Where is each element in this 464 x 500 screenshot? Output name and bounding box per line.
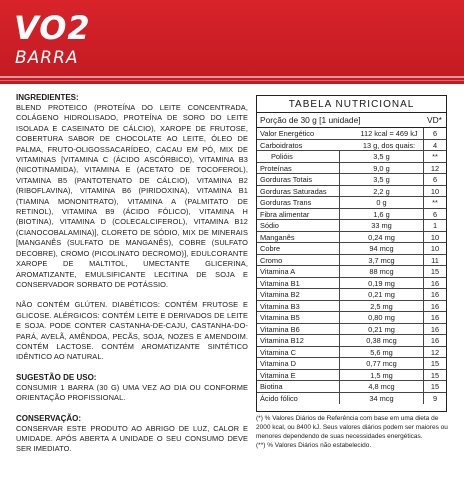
nutrition-row [257,197,446,209]
nutrient-vd: 11 [423,255,446,266]
nutrient-quantity: 3,5 g [339,174,423,185]
nutrient-quantity: 3,5 g [339,151,423,162]
nutrient-vd: ** [423,151,446,162]
header-stripe-thin [0,80,464,81]
table-footnotes [256,414,449,450]
nutrition-row [257,278,446,290]
nutrient-name: Valor Energético [260,129,315,138]
nutrition-row [257,174,446,186]
nutrient-vd: 16 [423,278,446,289]
brand-logo: VO2 [14,9,91,47]
nutrition-row [257,301,446,313]
nutrient-quantity: 0,38 mcg [339,335,423,346]
nutrient-vd: 16 [423,335,446,346]
nutrition-row [257,393,446,405]
portion-label: Porção de 30 g [1 unidade] [260,115,361,125]
nutrient-vd: 16 [423,301,446,312]
ingredients-title: INGREDIENTES: [16,93,79,102]
nutrient-vd: 12 [423,347,446,358]
nutrition-row [257,163,446,175]
nutrition-table [256,95,447,412]
nutrient-quantity: 0,80 mg [339,312,423,323]
nutrient-quantity: 0,77 mcg [339,358,423,369]
nutrient-vd: 16 [423,312,446,323]
nutrient-vd: 15 [423,358,446,369]
nutrient-vd: 15 [423,381,446,392]
footnote-vd: (*) % Valores Diários de Referência com base em uma dieta de 2000 kcal, ou 8400 kJ. Seus valores diários podem ser maiores ou menores dependendo de suas necessidades energéticas. [256,415,448,440]
allergens-text: NÃO CONTÉM GLÚTEN. DIABÉTICOS: CONTÉM FRUTOSE E GLICOSE. ALÉRGICOS: CONTÉM LEITE E DERIVADOS DE LEITE E SOJA. PODE CONTER CASTANHA-DE-CAJU, CASTANHA-DO-PARÁ, AVELÃ, AMÊNDOA, PECÃS, SOJA, NOZES E AMENDOIM. CONTÉM LACTOSE. CONTÉM AROMATIZANTE SINTÉTICO IDÊNTICO AO NATURAL. [16,300,248,362]
nutrition-row [257,312,446,324]
nutrient-name: Cromo [260,255,283,265]
nutrient-name: Vitamina B2 [260,290,300,299]
nutrient-quantity: 0,24 mg [339,232,423,243]
header-stripe [0,76,464,78]
storage-text: CONSERVAR ESTE PRODUTO AO ABRIGO DE LUZ, CALOR E UMIDADE. APÓS ABERTA A UNIDADE O SEU CONSUMO DEVE SER IMEDIATO. [16,423,248,454]
nutrition-row [257,289,446,301]
nutrient-vd: 1 [423,220,446,231]
nutrient-name: Polióis [271,152,293,161]
nutrient-name: Vitamina D [260,359,297,368]
nutrient-quantity: 1,5 mg [339,370,423,381]
nutrient-name: Vitamina B3 [260,301,300,311]
nutrition-row [257,232,446,244]
nutrient-name: Gorduras Trans [260,198,312,207]
nutrient-vd: 10 [423,243,446,254]
nutrient-quantity: 2,5 mg [339,301,423,312]
vd-header: VD* [427,115,442,125]
nutrient-name: Vitamina B6 [260,324,300,334]
nutrient-vd: ** [423,197,446,208]
nutrient-name: Vitamina C [260,347,297,357]
nutrition-row [257,209,446,221]
nutrient-quantity: 34 mcg [339,393,423,405]
nutrition-row [257,128,446,140]
product-subtitle: BARRA [15,48,79,68]
nutrition-row [257,347,446,359]
nutrient-name: Vitamina B12 [260,336,304,345]
nutrition-row [257,220,446,232]
nutrient-vd: 4 [423,140,446,151]
nutrient-vd: 10 [423,232,446,243]
nutrient-quantity: 1,6 g [339,209,423,220]
nutrient-name: Biotina [260,382,283,391]
nutrient-vd: 12 [423,163,446,174]
nutrition-row [257,151,446,163]
nutrient-name: Manganês [260,232,295,242]
label-text-column [16,93,248,455]
nutrient-name: Fibra alimentar [260,209,310,219]
nutrient-quantity: 0 g [339,197,423,208]
nutrient-vd: 9 [423,393,446,405]
nutrient-name: Proteínas [260,163,292,173]
nutrition-row [257,140,446,152]
nutrient-quantity: 2,2 g [339,186,423,197]
nutrient-name: Vitamina B1 [260,278,300,288]
nutrient-vd: 16 [423,324,446,335]
nutrition-table-title: TABELA NUTRICIONAL [257,96,446,113]
nutrition-row [257,358,446,370]
nutrient-quantity: 13 g, dos quais: [362,140,416,150]
nutrient-quantity: 94 mcg [339,243,423,254]
nutrient-name: Carboidratos [260,140,303,150]
nutrient-quantity: 0,19 mg [339,278,423,289]
storage-title: CONSERVAÇÃO: [16,413,82,423]
nutrient-name: Cobre [260,244,281,253]
ingredients-text: BLEND PROTEICO (PROTEÍNA DO LEITE CONCENTRADA, COLÁGENO HIDROLISADO, PROTEÍNA DE SORO DO LEITE ISOLADA E CASEINATO DE CÁLCIO), XAROPE DE FRUTOSE, COBERTURA SABOR DE CHOCOLATE AO LEITE, ÓLEO DE PALMA, FRUTO-OLIGOSSACARÍDEO, CACAU EM PÓ, MIX DE VITAMINAS [VITAMINA C (ÁCIDO ASCÓRBICO), VITAMINA B3 (NICOTINAMIDA), VITAMINA E (ACETATO DE TOCOFEROL), VITAMINA B5 (PANTOTENATO DE CÁLCIO), VITAMINA B2 (RIBOFLAVINA), VITAMINA B6 (PIRIDOXINA), VITAMINA B1 (TIAMINA MONONITRATO), VITAMINA A (PALMITATO DE RETINOL), VITAMINA B9 (ÁCIDO FÓLICO), VITAMINA H (BIOTINA), VITAMINA D (COLECALCIFEROL), VITAMINA B12 (CIANOCOBALAMINA)], CLORETO DE SÓDIO, MIX DE MINERAIS [MANGANÊS (SULFATO DE MANGANÊS), COBRE (SULFATO DECOBRE), CROMO (PICOLINATO DECROMO)], EDULCORANTE XAROPE DE MALTITOL, UMECTANTE GLICERINA, AROMATIZANTE, EMULSIFICANTE LECITINA DE SOJA E CONSERVADOR SORBATO DE POTÁSSIO. [16,103,248,289]
nutrient-name: Vitamina E [260,370,296,380]
footnote-not-established: (**) % Valores Diários não estabelecido. [256,442,372,449]
nutrient-name: Ácido fólico [260,393,298,403]
nutrient-quantity: 3,7 mcg [339,255,423,266]
usage-title: SUGESTÃO DE USO: [16,372,97,382]
nutrition-row [257,186,446,198]
nutrient-vd: 15 [423,266,446,277]
nutrient-quantity: 112 kcal = 469 kJ [360,129,418,138]
nutrient-vd: 6 [423,128,446,139]
nutrition-row [257,335,446,347]
nutrient-quantity: 0,21 mg [339,289,423,300]
nutrition-rows [257,128,446,404]
nutrient-vd: 16 [423,289,446,300]
nutrition-row [257,266,446,278]
nutrient-quantity: 5,6 mg [339,347,423,358]
nutrition-row [257,255,446,267]
nutrition-row [257,243,446,255]
nutrient-name: Vitamina B5 [260,313,300,322]
nutrient-quantity: 88 mcg [339,266,423,277]
nutrition-row [257,324,446,336]
nutrient-name: Gorduras Totais [260,175,313,184]
nutrient-quantity: 9,0 g [339,163,423,174]
nutrient-vd: 6 [423,174,446,185]
nutrient-vd: 10 [423,186,446,197]
nutrient-name: Gorduras Saturadas [260,186,327,196]
nutrient-vd: 6 [423,209,446,220]
nutrient-quantity: 0,21 mg [339,324,423,335]
nutrient-name: Vitamina A [260,267,296,276]
nutrient-vd: 15 [423,370,446,381]
nutrient-quantity: 33 mg [339,220,423,231]
nutrition-row [257,370,446,382]
nutrient-name: Sódio [260,221,279,230]
nutrition-row [257,381,446,393]
nutrition-table-header [257,113,446,128]
product-header [0,0,464,84]
usage-text: CONSUMIR 1 BARRA (30 G) UMA VEZ AO DIA OU CONFORME ORIENTAÇÃO PROFISSIONAL. [16,382,248,403]
nutrient-quantity: 4,8 mcg [339,381,423,392]
